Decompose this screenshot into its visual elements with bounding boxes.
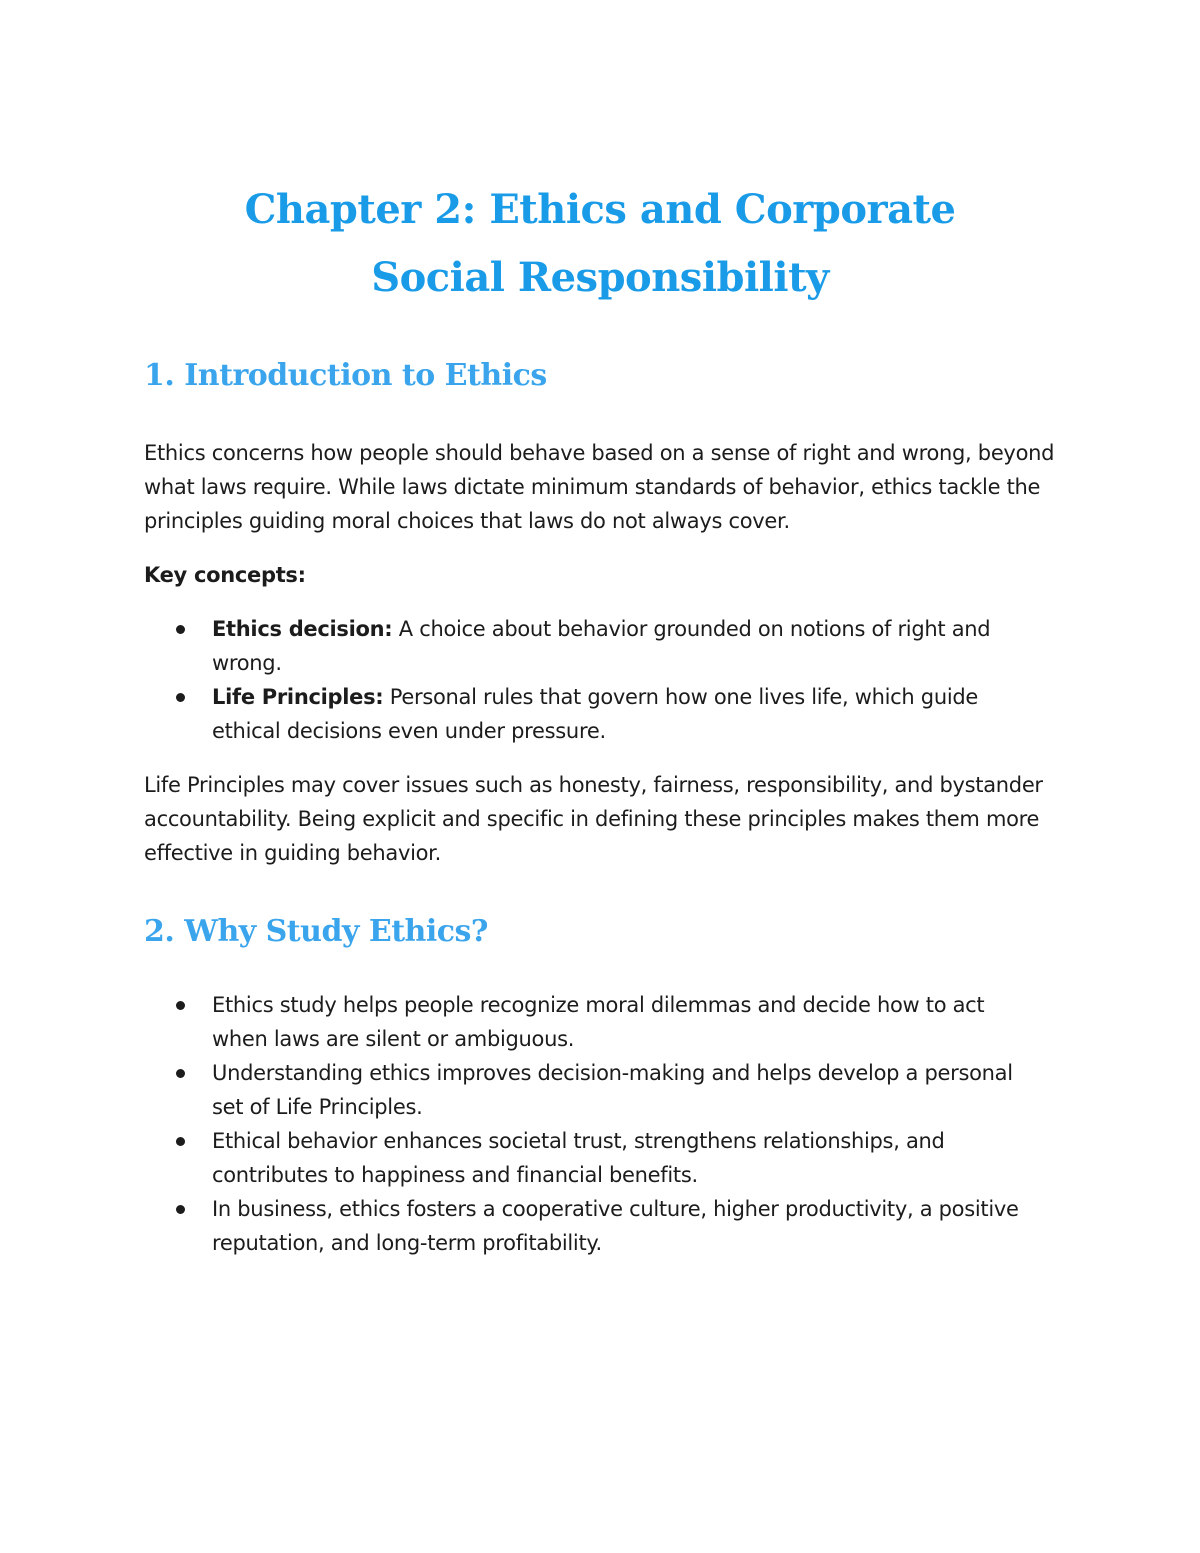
list-item (212, 1124, 1056, 1192)
concept-term: Life Principles: (212, 685, 384, 709)
bullet-icon (176, 693, 185, 702)
key-concepts-label: Key concepts: (144, 563, 306, 587)
document-title: Chapter 2: Ethics and Corporate Social Responsibility (244, 186, 956, 301)
bullet-icon (176, 1001, 185, 1010)
list-item (212, 1192, 1056, 1260)
list-item (212, 612, 1056, 680)
section-heading-introduction: 1. Introduction to Ethics (144, 358, 547, 393)
list-item-text: Ethics study helps people recognize moral dilemmas and decide how to act when laws are silent or ambiguous. (212, 993, 985, 1051)
bullet-icon (176, 1205, 185, 1214)
bullet-icon (176, 625, 185, 634)
list-item (212, 1056, 1056, 1124)
life-principles-paragraph: Life Principles may cover issues such as honesty, fairness, responsibility, and bystander accountability. Being explicit and specific in defining these principles makes them more effective in guiding behavior. (144, 773, 1043, 865)
key-concepts-list (144, 612, 1056, 748)
list-item-text: In business, ethics fosters a cooperative culture, higher productivity, a positive reputation, and long-term profitability. (212, 1197, 1019, 1255)
concept-term: Ethics decision: (212, 617, 393, 641)
why-study-list (144, 988, 1056, 1260)
concept-definition: Personal rules that govern how one lives life, which guide ethical decisions even under pressure. (212, 685, 979, 743)
concept-definition: A choice about behavior grounded on notions of right and wrong. (212, 617, 991, 675)
list-item (212, 988, 1056, 1056)
list-item-text: Understanding ethics improves decision-making and helps develop a personal set of Life Principles. (212, 1061, 1013, 1119)
list-item (212, 680, 1056, 748)
bullet-icon (176, 1069, 185, 1078)
section-heading-why-study: 2. Why Study Ethics? (144, 914, 488, 949)
bullet-icon (176, 1137, 185, 1146)
intro-paragraph: Ethics concerns how people should behave based on a sense of right and wrong, beyond what laws require. While laws dictate minimum standards of behavior, ethics tackle the principles guiding moral choices that laws do not always cover. (144, 441, 1055, 533)
list-item-text: Ethical behavior enhances societal trust, strengthens relationships, and contributes to happiness and financial benefits. (212, 1129, 945, 1187)
